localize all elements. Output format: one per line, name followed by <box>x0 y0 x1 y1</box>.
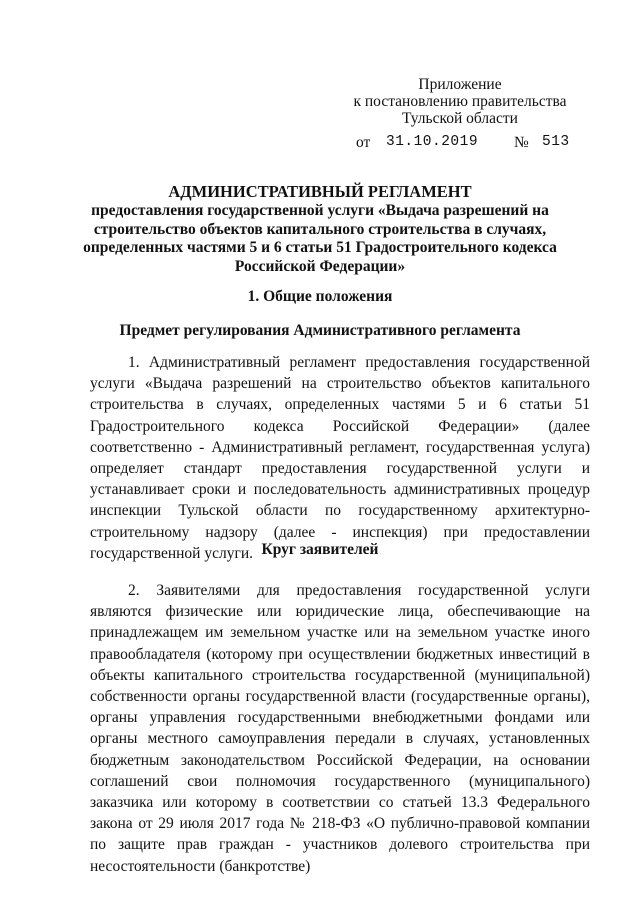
appendix-line: Тульской области <box>402 110 518 127</box>
appendix-line: к постановлению правительства <box>353 93 567 110</box>
order-number: 513 <box>542 134 570 150</box>
order-line <box>0 134 640 152</box>
section-heading-general: 1. Общие положения <box>247 288 393 305</box>
section-heading-applicants: Круг заявителей <box>261 541 379 558</box>
appendix-block <box>340 76 580 127</box>
title-main: АДМИНИСТРАТИВНЫЙ РЕГЛАМЕНТ <box>168 182 472 201</box>
appendix-line: Приложение <box>418 76 502 93</box>
title-subtitle: предоставления государственной услуги «Выдача разрешений на строительство объектов капитального строительства в случаях, определенных частями 5 и 6 статьи 51 Градостроительного кодекса Российской Федерации» <box>83 202 557 275</box>
number-label: № <box>514 134 529 151</box>
order-date: 31.10.2019 <box>386 134 479 150</box>
from-label: от <box>356 134 371 151</box>
document-title <box>60 182 580 276</box>
paragraph-1: 1. Административный регламент предоставления государственной услуги «Выдача разрешений на строительство объектов капитального строительства в случаях, определенных частями 5 и 6 статьи 51 Градостроительного кодекса Российской Федерации» (далее соответственно - Административный регламент, государственная услуга) определяет стандарт предоставления государственной услуги и устанавливает сроки и последовательность административных процедур инспекции Тульской области по государственному архитектурно-строительному надзору (далее - инспекция) при предоставлении государственной услуги. <box>90 354 590 562</box>
paragraph-2: 2. Заявителями для предоставления государственной услуги являются физические или юридические лица, обеспечивающие на принадлежащем им земельном участке или на земельном участке иного правообладателя (которому при осуществлении бюджетных инвестиций в объекты капитального строительства государственной (муниципальной) собственности органы государственной власти (государственные органы), органы управления государственными внебюджетными фондами или органы местного самоуправления передали в случаях, установленных бюджетным законодательством Российской Федерации, на основании соглашений свои полномочия государственного (муниципального) заказчика или которому в соответствии со статьей 13.3 Федерального закона от 29 июля 2017 года № 218-ФЗ «О публично-правовой компании по защите прав граждан - участников долевого строительства при несостоятельности (банкротстве) <box>90 582 590 875</box>
section-heading-subject: Предмет регулирования Административного регламента <box>119 322 521 339</box>
